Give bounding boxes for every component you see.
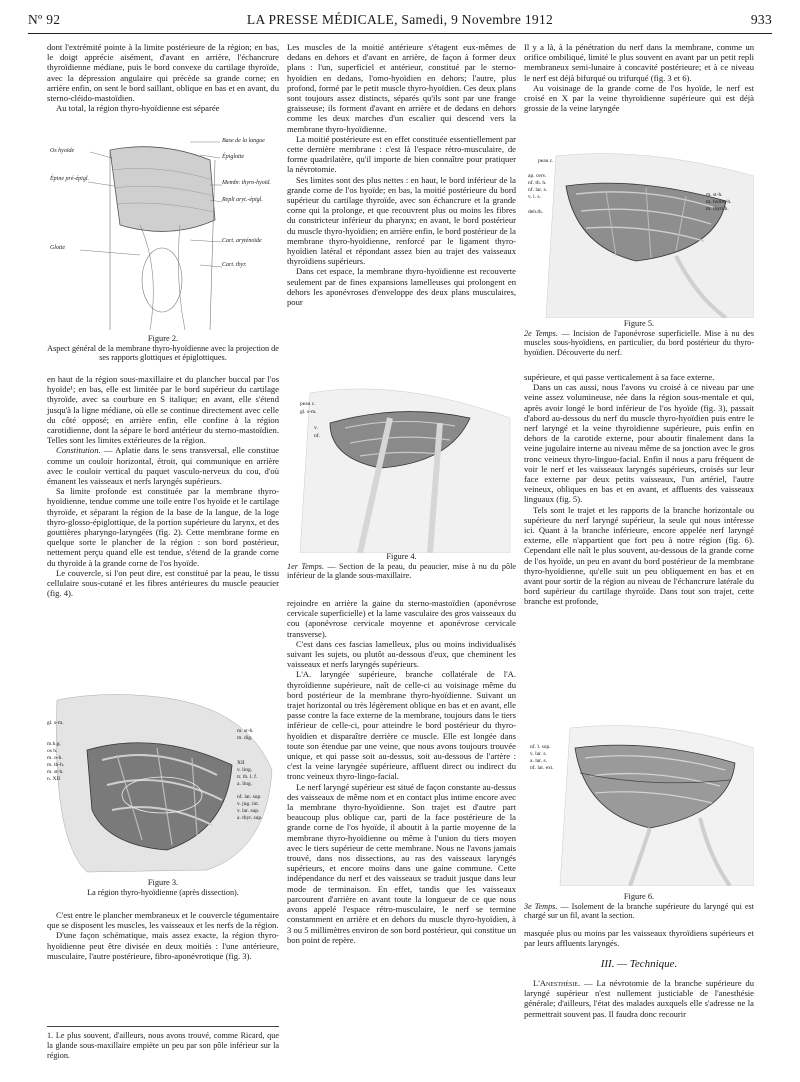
figure-label: Cart. thyr.	[222, 262, 247, 268]
figure-label: Membr. thyro-hyoïd.	[222, 180, 271, 186]
figure-label: Épine pré-épigl.	[50, 176, 89, 182]
figure-label: nf. lar. sup.	[237, 794, 262, 800]
paragraph: Les muscles de la moitié antérieure s'étagent eux-mêmes de dedans en dehors et d'avant en arrière, de façon à former deux plans : l'un, superficiel et antérieur, constitué par le sterno-hyoïdien en dedans, l'omo-hyoïdien en dehors; l'autre, plus profond, formé par le petit muscle thyro-hyoïdien. Ces deux plans sont toujours assez distincts, séparés qu'ils sont par une frange graisseuse; ils forment d'avant en arrière et de dedans en dehors comme les deux marches d'un escalier qui descend vers la membrane thyro-hyoïdienne.	[287, 42, 516, 134]
figure-label: v. jug. int.	[237, 801, 260, 807]
paragraph: rejoindre en arrière la gaine du sterno-mastoïdien (aponévrose cervicale superficielle) et la lame vasculaire des gros vaisseaux du cou (aponévrose cervicale moyenne et aponévrose cervicale transverse).	[287, 598, 516, 639]
figure-5-caption	[524, 319, 754, 357]
figure-label: m. st-h.	[47, 769, 64, 775]
figure-label: Os hyoïde	[50, 148, 75, 154]
figure-label: a. lar. s.	[530, 758, 547, 764]
paragraph: Le nerf laryngé supérieur est situé de façon constante au-dessus des vaisseaux de même nom et en contact plus intime encore avec la membrane thyro-hyoïdienne. Son trajet est d'autre part beaucoup plus oblique car, parti de la face postérieure de la grande corne de l'os hyoïde, il aboutit à la partie moyenne de la membrane thyro-hyoïdienne ou même à l'union du tiers moyen avec le tiers supérieur de cette membrane. Nous ne l'avons jamais trouvé, dans nos dissections, au ras des vaisseaux laryngés supérieurs, et encore moins dans une gaine commune. Cette indépendance du nerf et des vaisseaux se traduit jusque dans leur mode de terminaison. En effet, tandis que les vaisseaux parcourent d'arrière en avant toute la longueur de ce que nous avons appelé l'espace rétro-musculaire, le nerf se termine constamment en arrière et en dehors du muscle thyro-hyoïdien, à 3 ou 5 millimètres environ de son bord postérieur, qui constitue un bon point de repère.	[287, 781, 516, 945]
figure-label: v.	[314, 425, 318, 431]
run-in-heading: Constitution.	[56, 445, 101, 456]
figure-label: m. homo-h.	[706, 199, 732, 205]
paragraph: Ses limites sont des plus nettes : en haut, le bord inférieur de la grande corne de l'os hyoïde; en bas, la moitié postérieure du bord supérieur du cartilage thyroïde, avec son échancrure et la grande corne qui la prolonge, et que recouvrent plus ou moins les fibres du constricteur inférieur du pharynx; en avant, le bord postérieur du muscle thyro-hyoïdien; en arrière enfin, le bord postérieur de la membrane thyro-hyoïdienne, renforcé par le ligament thyro-hyoïdien latéral et répondant assez bien au trajet des vaisseaux thyroïdiens supérieurs.	[287, 174, 516, 267]
caption-label: 3e Temps.	[524, 901, 558, 911]
paragraph: La moitié postérieure est en effet constituée essentiellement par cette dernière membrane : c'est là l'espace rétro-musculaire, de forme quadrilatère, qu'il importe de bien connaître pour pratiquer la névrotomie.	[287, 133, 516, 175]
paragraph: Il y a là, à la pénétration du nerf dans la membrane, comme un orifice ombiliqué, limité le plus souvent en avant par un petit repli membraneux semi-lunaire à concavité postérieure; et à ce niveau le nerf est déjà bifurqué ou trifurqué (fig. 3 et 6).	[524, 42, 754, 83]
figure-5-right-labels	[706, 192, 732, 213]
paragraph: D'une façon schématique, mais assez exacte, la région thyro-hyoïdienne peut être divisée en deux moitiés : l'une antérieure, musculaire, l'autre postérieure, fibro-aponévrotique (fig. 3).	[47, 930, 279, 961]
figure-label: m. dig.	[237, 735, 253, 741]
page-header	[28, 10, 772, 32]
figure-label: deh.th.	[528, 209, 543, 215]
column-1-middle	[47, 374, 279, 598]
header-rule	[28, 33, 772, 34]
figure-title: Figure 5.	[623, 319, 655, 328]
column-1-bottom	[47, 910, 279, 961]
paragraph: dont l'extrémité pointe à la limite postérieure de la région; en bas, le doigt apprécie aisément, d'avant en arrière, l'échancrure thyroïdienne médiane, puis le bord convexe du cartilage thyroïde, avec la dépression angulaire qui précède sa grande corne; en arrière enfin, on sent le bord saillant, oblique en bas et en avant, du sterno-cléido-mastoïdien.	[47, 42, 279, 104]
figure-title: Figure 6.	[623, 892, 655, 901]
column-3-middle	[524, 372, 754, 607]
figure-4-labels	[300, 400, 320, 440]
footnote-rule	[47, 1026, 279, 1027]
figure-label: nf. l. sup.	[530, 744, 551, 750]
figure-label: a. ling.	[237, 781, 253, 787]
caption-label: 2e Temps.	[524, 328, 558, 338]
section-heading: III. — Technique.	[600, 958, 678, 970]
figure-title: Figure 4.	[386, 552, 417, 561]
figure-label: m. st-h.	[237, 728, 254, 734]
figure-label: Glotte	[50, 245, 65, 251]
paragraph: C'est dans ces fascias lamelleux, plus ou moins individualisés suivant les sujets, ou plutôt au-dessous d'eux, que cheminent les vaisseaux et nerfs laryngés supérieurs.	[287, 638, 516, 670]
paragraph: L'Anesthésie. — La névrotomie de la branche supérieure du laryngé supérieur n'est nullement justiciable de l'anesthésie générale; d'ailleurs, l'état des malades auxquels elle s'adresse ne la permettrait souvent pas. Il faudra donc recourir	[524, 978, 754, 1019]
paragraph: Dans cet espace, la membrane thyro-hyoïdienne est recouverte seulement par de fines expansions lamelleuses qui prolongent en dehors les aponévroses d'enveloppe des deux plans musculaires, pour	[287, 266, 516, 308]
figure-label: nf. lar. ext.	[530, 765, 554, 771]
column-1-top	[47, 42, 279, 113]
figure-label: gl. s-m.	[300, 409, 317, 415]
figure-label: a. thyr. sup.	[237, 815, 263, 821]
figure-label: n. XII	[47, 776, 61, 782]
paragraph: L'A. laryngée supérieure, branche collatérale de l'A. thyroïdienne supérieure, naît de celle-ci au voisinage même du bord postérieur de la membrane thyro-hyoïdienne. Suivant un trajet horizontal ou très légèrement oblique en bas et en avant, elle passe contre la face externe de la membrane, toujours dans le tiers inférieur de celle-ci, pour atteindre le bord postérieur du thyro-hyoïdien et disparaître derrière ce muscle. Elle est longée dans toute son étendue par une veine, que nous avons toujours trouvée unique, et qui passe soit au-dessus, soit au-dessous de l'artère : c'est la veine laryngée supérieure, affluent direct ou indirect du tronc veineux thyro-lingo-facial.	[287, 669, 516, 782]
figure-title: Figure 2.	[147, 334, 179, 343]
figure-6-illustration	[530, 718, 754, 886]
figure-3-illustration	[47, 690, 279, 875]
paragraph: Tels sont le trajet et les rapports de la branche horizontale ou supérieure du nerf laryngé supérieur, la seule qui nous intéresse ici. Quant à la branche inférieure, encore appelée nerf laryngé externe, elle n'appartient que fort peu à notre région (fig. 6). Cependant elle naît le plus souvent, au-dessous de la grande corne de l'os hyoïde, un peu en avant du bord postérieur de la membrane thyro-hyoïdienne, qu'elle suit un peu obliquement en bas et en avant pour sortir de la région au niveau de l'échancrure latérale du bord supérieur du cartilage thyroïde. Dans tout son trajet, cette branche est profonde,	[524, 504, 754, 607]
figure-2-caption	[47, 334, 279, 363]
figure-label: peau c.	[300, 401, 316, 407]
caption-text: La région thyro-hyoïdienne (après dissection).	[87, 887, 239, 897]
figure-title: Figure 3.	[147, 878, 179, 887]
figure-label: nf. lar. s.	[528, 187, 548, 193]
figure-label: m. o-h.	[47, 755, 63, 761]
figure-4-caption	[287, 552, 516, 581]
paragraph: Le couvercle, si l'on peut dire, est constitué par la peau, le tissu cellulaire sous-cutané et les fibres antérieures du muscle peaucier (fig. 4).	[47, 567, 279, 599]
figure-label: XII	[237, 760, 245, 766]
figure-label: m.h.g.	[47, 741, 61, 747]
column-2-top	[287, 42, 516, 307]
figure-4-illustration	[290, 378, 516, 553]
paragraph: masquée plus ou moins par les vaisseaux thyroïdiens supérieurs et par leurs affluents laryngés.	[524, 928, 754, 949]
figure-6-caption	[524, 892, 754, 921]
figure-label: v. l. s.	[528, 194, 541, 200]
figure-label: v. lar. sup.	[237, 808, 260, 814]
figure-label: nf. th. h.	[528, 180, 547, 186]
paragraph: Dans un cas aussi, nous l'avons vu croisé à ce niveau par une veine assez volumineuse, née dans la région sous-mentale et qui, après avoir longé le bord inférieur de l'os hyoïde (fig. 3), passait d'abord au-dessous du nerf du muscle thyro-hyoïdien puis entre le nerf laryngé et la veine thyroïdienne supérieure, puis enfin en dehors de la carotide externe, pour aboutir finalement dans la veine jugulaire interne au niveau même de sa jonction avec le gros tronc veineux thyro-linguo-facial. Enfin il nous a paru fréquent de voir le nerf et les vaisseaux laryngés supérieurs, croisés sur leur face externe par deux petits vaisseaux, l'un artériel, l'autre veineux, obliques en bas et en avant, et affluents des vaisseaux linguaux (fig. 5).	[524, 382, 754, 505]
paragraph: supérieure, et qui passe verticalement à sa face externe.	[524, 372, 715, 382]
caption-text: — Isolement de la branche supérieure du laryngé qui est chargé sur un fil, avant la section.	[524, 901, 754, 921]
figure-2-illustration	[50, 130, 276, 330]
caption-text: Aspect général de la membrane thyro-hyoïdienne avec la projection de ses rapports glottiques et épiglottiques.	[47, 343, 279, 363]
figure-label: Cart. aryténoïde	[222, 238, 262, 244]
caption-text: — Incision de l'aponévrose superficielle. Mise à nu des muscles sous-hyoïdiens, en particulier, du bord postérieur du thyro-hyoïdien. Découverte du nerf.	[524, 328, 754, 357]
figure-label: Base de la langue	[222, 138, 265, 144]
paragraph: Sa limite profonde est constituée par la membrane thyro-hyoïdienne, tendue comme une toile entre l'os hyoïde et le cartilage thyroïde, et séparant la région de la base de la langue, de la loge thyro-glosso-épiglottique, de la portion supérieure du larynx, et des gouttières pharyngo-laryngées (fig. 2). Cette membrane forme en quelque sorte le plancher de la région : son bord postérieur, nettement perçu quand elle est tendue, s'étend de la grande corne du thyroïde à la grande corne de l'os hyoïde.	[47, 486, 279, 568]
figure-label: gl. s-m.	[47, 720, 64, 726]
run-in-heading: L'Anesthésie.	[533, 978, 581, 988]
figure-6-labels	[530, 744, 554, 772]
footnote: 1. Le plus souvent, d'ailleurs, nous avons trouvé, comme Ricard, que la glande sous-maxillaire empiète un peu par son pôle inférieur sur la région.	[47, 1031, 279, 1060]
figure-label: m. st-h.	[706, 192, 723, 198]
figure-label: Épiglotte	[222, 154, 244, 160]
issue-number: Nº 92	[28, 12, 61, 27]
figure-label: nf.	[314, 433, 320, 439]
column-2-bottom	[287, 598, 516, 945]
figure-label: Repli aryt.-épigl.	[222, 197, 263, 203]
column-3-bottom	[524, 928, 754, 948]
figure-label: tr. th. l. f.	[237, 774, 258, 780]
paragraph: C'est entre le plancher membraneux et le couvercle tégumentaire que se disposent les muscles, les vaisseaux et les nerfs de la région.	[47, 910, 279, 931]
figure-3-caption	[47, 878, 279, 897]
figure-label: v. lar. s.	[530, 751, 547, 757]
figure-label: os h.	[47, 748, 58, 754]
figure-label: m. th-h.	[47, 762, 65, 768]
caption-label: 1er Temps.	[287, 561, 324, 571]
figure-3-left-labels	[47, 720, 64, 783]
figure-label: ap. cerv.	[528, 173, 547, 179]
figure-label: m. thyroh.	[706, 206, 729, 212]
column-3-end	[524, 978, 754, 1019]
figure-5-left-labels	[528, 158, 554, 216]
figure-label: peau c.	[538, 158, 554, 164]
journal-title: LA PRESSE MÉDICALE, Samedi, 9 Novembre 1912	[246, 12, 554, 27]
figure-label: v. ling.	[237, 767, 253, 773]
paragraph: Au voisinage de la grande corne de l'os hyoïde, le nerf est croisé en X par la veine thyroïdienne supérieure qui est déjà grossie de la veine laryngée	[524, 82, 754, 114]
paragraph: en haut de la région sous-maxillaire et du plancher buccal par l'os hyoïde¹; en bas, elle est limitée par le bord supérieur du cartilage thyroïde, avec sa courbure en S italique; en avant, elle s'étend jusqu'à la ligne médiane, où elle se continue directement avec celle du côté opposé; en arrière enfin, elle confine à la région carotidienne, dont la sépare le bord antérieur du sterno-mastoïdien. Telles sont les limites extérieures de la région.	[47, 374, 279, 446]
paragraph: Au total, la région thyro-hyoïdienne est séparée	[56, 103, 220, 114]
caption-text: — Section de la peau, du peaucier, mise à nu du pôle inférieur de la glande sous-maxillaire.	[287, 561, 516, 581]
figure-3-right-labels	[237, 728, 263, 822]
paragraph: Constitution. — Aplatie dans le sens transversal, elle constitue comme un couloir horizontal, étroit, qui communique en arrière avec le couloir vertical du paquet vasculo-nerveux du cou, d'où émanent les vaisseaux et nerfs laryngés supérieurs.	[47, 445, 279, 487]
page-number: 933	[750, 12, 772, 27]
column-3-top	[524, 42, 754, 113]
figure-5-illustration	[526, 146, 754, 318]
